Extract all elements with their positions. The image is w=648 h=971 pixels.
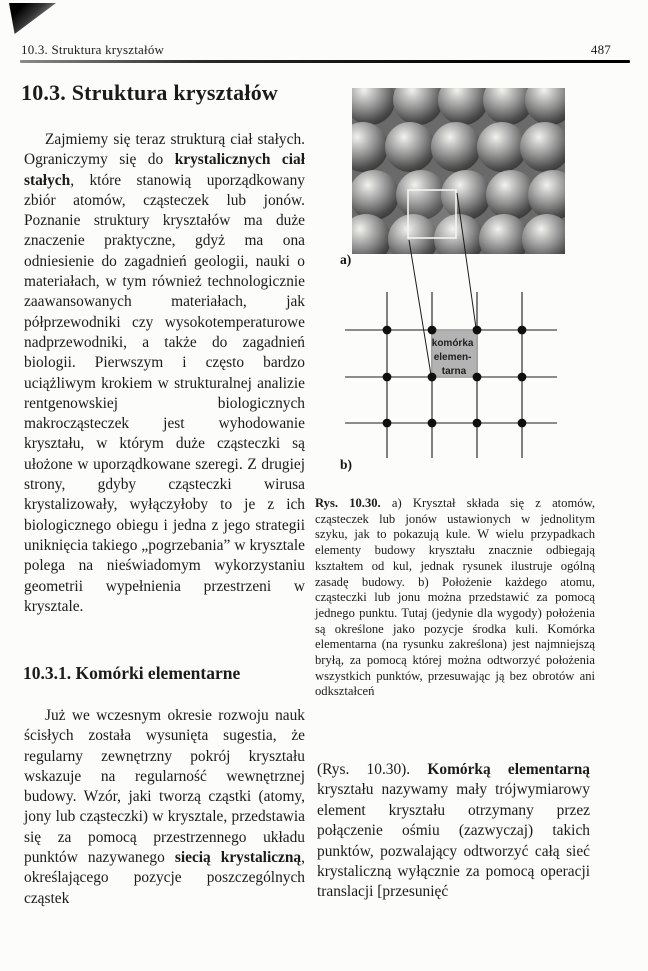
bold-term-krystaliczne-ciala: krystalicznych ciał stałych	[24, 151, 305, 189]
unit-cell-outline	[408, 190, 456, 238]
photo-crystal-spheres	[338, 85, 578, 264]
sphere-row-3	[349, 170, 578, 220]
paragraph-text: kryształu nazywamy mały trójwymiarowy element kryształu otrzymany przez połączenie ośmiu (zazwyczaj) takich punktów, pozwalający odtworzyć całą sieć krystaliczną wyłącznie za pomocą operacji translacji [przesunięć	[317, 781, 590, 901]
bold-term-siec-krystaliczna: siecią krystaliczną	[174, 849, 302, 867]
subsection-title: 10.3.1. Komórki elementarne	[23, 663, 241, 683]
sphere-row-2	[338, 122, 570, 172]
running-title: 10.3. Struktura kryształów	[21, 42, 165, 57]
bold-term-komorka-elementarna: Komórką elementarną	[427, 761, 590, 778]
scan-corner-mark	[9, 3, 56, 34]
unit-cell-label: komórka elemen- tarna	[431, 338, 474, 377]
figure-label-a: a)	[340, 252, 352, 267]
running-header	[21, 42, 611, 58]
figure-rys-10-30	[330, 85, 648, 477]
body-paragraph-2	[24, 706, 305, 909]
caption-body: a) Kryształ składa się z atomów, cząsteczek lub jonów ustawionych w jednolitym szyku, jak to pokazują kule. W wielu przypadkach elementy budowy kryształu znacznie odbiegają kształtem od kul, jednak rysunek ilustruje ogólną zasadę budowy. b) Położenie każdego atomu, cząsteczki lub jonu można przedstawić za pomocą jednego punktu. Tutaj (jedynie dla wygody) położenia są określone jako pozycje środka kuli. Komórka elementarna (na rysunku zakreślona) jest najmniejszą bryłą, za pomocą której można odtworzyć położenia wszystkich punktów, przesuwając ją bez obrotów ani odkształceń	[315, 496, 595, 699]
lattice-diagram	[345, 292, 557, 458]
right-column-paragraph	[317, 760, 590, 903]
paragraph-text: , które stanowią uporządkowany zbiór atomów, cząsteczek lub jonów. Poznanie struktury kryształów ma duże znaczenie praktyczne, gdyż ma ona odniesienie do zagadnień geologii, nauki o materiałach, w tym również technologicznie zaawansowanych materiałach, jak półprzewodniki czy wysokotemperaturowe nadprzewodniki, a także do zagadnień biologii. Pierwszym i często bardzo uciążliwym krokiem w strukturalnej analizie rentgenowskiej biologicznych makrocząsteczek jest wyhodowanie kryształu, w którym duże cząsteczki są ułożone w uporządkowane szeregi. Z drugiej strony, gdyby cząsteczki wirusa krystalizowały, wyłączyłoby to je z ich biologicznego obiegu i jedna z jego strategii uniknięcia takiego „pogrzebania” w krysztale polega na nieświadomym wykorzystaniu geometrii wypełnienia przestrzeni w krysztale.	[24, 171, 305, 615]
header-rule	[20, 60, 630, 63]
section-title: 10.3. Struktura kryształów	[21, 80, 278, 105]
figure-caption	[315, 496, 595, 700]
body-paragraph-1	[24, 130, 305, 617]
paragraph-text: Już we wczesnym okresie rozwoju nauk ścisłych została wysunięta sugestia, że regularny zewnętrzny pokrój kryształu wskazuje na regularność wewnętrznej budowy. Wzór, jaki tworzą cząstki (atomy, jony lub cząsteczki) w krysztale, przedstawia się za pomocą przestrzennego układu punktów nazywanego	[24, 707, 305, 867]
paragraph-text: , określającego pozycje poszczególnych cząstek	[24, 849, 305, 907]
paragraph-text: Zajmiemy się teraz strukturą ciał stałych. Ograniczymy się do	[24, 131, 305, 169]
paragraph-text: (Rys. 10.30).	[317, 761, 428, 778]
page-number: 487	[590, 42, 611, 57]
caption-lead: Rys. 10.30.	[315, 496, 381, 510]
figure-label-b: b)	[340, 457, 353, 472]
sphere-row-1	[345, 85, 575, 125]
